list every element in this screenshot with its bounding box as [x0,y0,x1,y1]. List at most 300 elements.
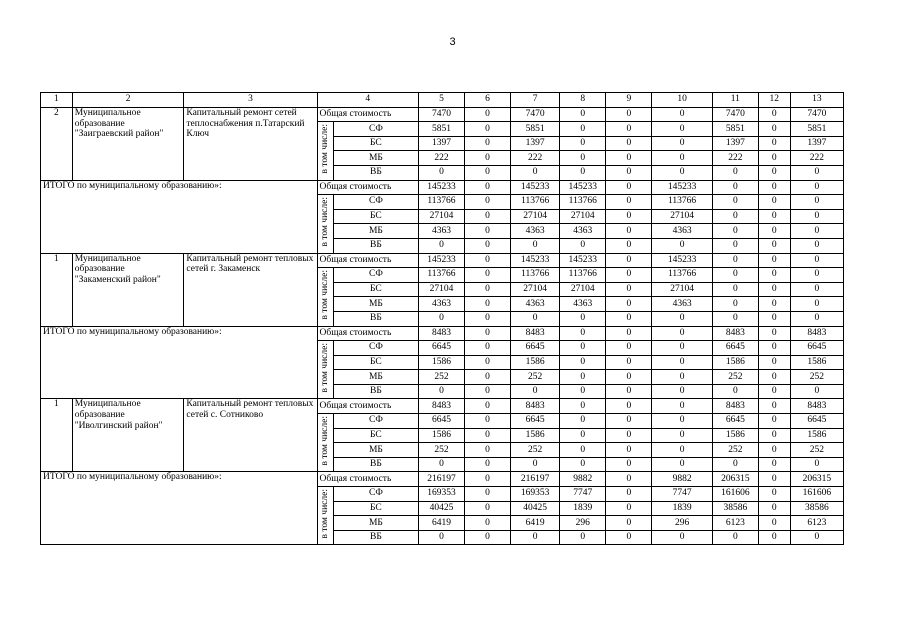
value-cell: 0 [652,384,712,399]
value-cell: 1586 [712,428,758,443]
value-cell: 0 [790,384,843,399]
value-cell: 8483 [511,399,560,414]
value-cell: 6645 [511,341,560,356]
value-cell: 0 [758,341,790,356]
funding-source: МБ [333,224,418,239]
value-cell: 0 [652,341,712,356]
value-cell: 0 [790,311,843,326]
value-cell: 252 [511,443,560,458]
value-cell: 0 [606,414,652,429]
value-cell: 0 [758,516,790,531]
value-cell: 0 [712,180,758,195]
value-cell: 0 [606,326,652,341]
value-cell: 6123 [790,516,843,531]
value-cell: 0 [606,238,652,253]
value-cell: 0 [560,326,606,341]
value-cell: 0 [511,238,560,253]
value-cell: 0 [606,516,652,531]
municipality-name: Муниципальное образование "Иволгинский район" [72,399,184,472]
in-total-text: в том числе: [319,488,330,539]
value-cell: 4363 [511,297,560,312]
in-total-text: в том числе: [319,197,330,247]
value-cell: 4363 [652,297,712,312]
value-cell: 0 [560,355,606,370]
itogo-label: ИТОГО по муниципальному образованию»: [41,472,318,545]
value-cell: 0 [758,238,790,253]
value-cell: 27104 [418,282,464,297]
funding-source: СФ [333,341,418,356]
value-cell: 0 [712,297,758,312]
in-total-label [317,122,333,180]
value-cell: 0 [758,297,790,312]
value-cell: 6645 [790,341,843,356]
value-cell: 161606 [790,487,843,502]
row-number: 2 [41,107,73,180]
funding-source: СФ [333,487,418,502]
total-cost-label: Общая стоимость [317,472,418,487]
value-cell: 0 [758,399,790,414]
municipality-name: Муниципальное образование "Закаменский район" [72,253,184,326]
value-cell: 252 [418,370,464,385]
value-cell: 0 [606,107,652,122]
value-cell: 0 [606,384,652,399]
value-cell: 0 [712,238,758,253]
value-cell: 9882 [560,472,606,487]
value-cell: 0 [511,165,560,180]
table-row [41,107,844,122]
table-body [41,93,844,545]
value-cell: 0 [606,268,652,283]
in-total-text: в том числе: [319,124,330,174]
value-cell: 0 [418,311,464,326]
value-cell: 0 [652,165,712,180]
value-cell: 0 [712,165,758,180]
value-cell: 1586 [790,428,843,443]
value-cell: 0 [560,457,606,472]
budget-table [40,92,844,545]
value-cell: 0 [560,443,606,458]
value-cell: 0 [712,311,758,326]
in-total-text: в том числе: [319,343,330,393]
value-cell: 0 [464,209,510,224]
value-cell: 0 [606,209,652,224]
value-cell: 252 [712,370,758,385]
value-cell: 1586 [712,355,758,370]
value-cell: 8483 [418,399,464,414]
value-cell: 0 [758,530,790,545]
value-cell: 4363 [511,224,560,239]
value-cell: 0 [464,326,510,341]
value-cell: 0 [464,414,510,429]
value-cell: 0 [758,487,790,502]
value-cell: 0 [464,311,510,326]
value-cell: 0 [464,457,510,472]
value-cell: 169353 [418,487,464,502]
value-cell: 8483 [511,326,560,341]
value-cell: 7470 [511,107,560,122]
value-cell: 0 [758,209,790,224]
total-row [41,326,844,341]
value-cell: 6645 [511,414,560,429]
table-row [41,253,844,268]
value-cell: 8483 [418,326,464,341]
value-cell: 222 [712,151,758,166]
value-cell: 27104 [418,209,464,224]
value-cell: 0 [560,341,606,356]
funding-source: СФ [333,195,418,210]
header-cell: 9 [606,93,652,108]
value-cell: 0 [606,136,652,151]
itogo-label: ИТОГО по муниципальному образованию»: [41,326,318,399]
value-cell: 0 [758,370,790,385]
value-cell: 113766 [652,268,712,283]
value-cell: 0 [790,238,843,253]
value-cell: 0 [511,530,560,545]
value-cell: 113766 [560,268,606,283]
funding-source: БС [333,501,418,516]
total-cost-label: Общая стоимость [317,399,418,414]
value-cell: 0 [652,443,712,458]
value-cell: 8483 [712,399,758,414]
value-cell: 6645 [712,341,758,356]
value-cell: 6645 [712,414,758,429]
value-cell: 145233 [560,253,606,268]
page-number: 3 [449,36,456,48]
value-cell: 0 [758,253,790,268]
value-cell: 0 [560,165,606,180]
funding-source: БС [333,136,418,151]
value-cell: 0 [758,457,790,472]
value-cell: 6419 [418,516,464,531]
row-number: 1 [41,399,73,472]
project-name: Капитальный ремонт сетей теплоснабжения п.Татарский Ключ [184,107,317,180]
value-cell: 7747 [652,487,712,502]
value-cell: 0 [758,165,790,180]
value-cell: 38586 [712,501,758,516]
value-cell: 0 [560,238,606,253]
value-cell: 0 [712,282,758,297]
value-cell: 27104 [652,282,712,297]
header-cell: 10 [652,93,712,108]
value-cell: 0 [652,122,712,137]
value-cell: 1397 [511,136,560,151]
value-cell: 27104 [511,282,560,297]
value-cell: 0 [606,165,652,180]
value-cell: 0 [652,151,712,166]
value-cell: 0 [606,151,652,166]
total-row [41,472,844,487]
value-cell: 145233 [511,180,560,195]
value-cell: 296 [652,516,712,531]
funding-source: БС [333,355,418,370]
value-cell: 206315 [712,472,758,487]
value-cell: 0 [790,530,843,545]
value-cell: 0 [606,195,652,210]
value-cell: 0 [464,370,510,385]
value-cell: 0 [464,122,510,137]
value-cell: 216197 [418,472,464,487]
value-cell: 0 [758,282,790,297]
value-cell: 27104 [652,209,712,224]
value-cell: 0 [418,165,464,180]
value-cell: 4363 [560,224,606,239]
value-cell: 0 [758,428,790,443]
value-cell: 0 [418,530,464,545]
header-cell: 7 [511,93,560,108]
funding-source: МБ [333,516,418,531]
table-row [41,399,844,414]
value-cell: 0 [758,180,790,195]
funding-source: МБ [333,370,418,385]
value-cell: 0 [606,253,652,268]
value-cell: 0 [606,443,652,458]
value-cell: 27104 [560,209,606,224]
funding-source: МБ [333,297,418,312]
value-cell: 0 [418,238,464,253]
value-cell: 5851 [790,122,843,137]
value-cell: 7470 [790,107,843,122]
value-cell: 0 [790,165,843,180]
funding-source: СФ [333,414,418,429]
value-cell: 0 [560,311,606,326]
total-cost-label: Общая стоимость [317,180,418,195]
value-cell: 1397 [418,136,464,151]
value-cell: 0 [464,136,510,151]
value-cell: 0 [790,297,843,312]
value-cell: 145233 [652,180,712,195]
funding-source: БС [333,209,418,224]
value-cell: 4363 [560,297,606,312]
value-cell: 6645 [418,341,464,356]
value-cell: 0 [464,165,510,180]
value-cell: 0 [511,311,560,326]
value-cell: 0 [652,399,712,414]
value-cell: 0 [464,238,510,253]
in-total-text: в том числе: [319,270,330,320]
project-name: Капитальный ремонт тепловых сетей г. Закаменск [184,253,317,326]
header-cell: 5 [418,93,464,108]
value-cell: 7747 [560,487,606,502]
itogo-label: ИТОГО по муниципальному образованию»: [41,180,318,253]
in-total-text: в том числе: [319,416,330,466]
value-cell: 5851 [712,122,758,137]
value-cell: 0 [758,384,790,399]
header-cell: 11 [712,93,758,108]
value-cell: 0 [560,530,606,545]
value-cell: 4363 [418,224,464,239]
project-name: Капитальный ремонт тепловых сетей с. Сотниково [184,399,317,472]
value-cell: 0 [652,238,712,253]
value-cell: 252 [790,443,843,458]
value-cell: 145233 [560,180,606,195]
value-cell: 0 [418,384,464,399]
header-cell: 13 [790,93,843,108]
value-cell: 252 [418,443,464,458]
funding-source: СФ [333,122,418,137]
value-cell: 0 [790,209,843,224]
value-cell: 113766 [652,195,712,210]
in-total-label [317,195,333,253]
value-cell: 1839 [560,501,606,516]
value-cell: 0 [606,297,652,312]
value-cell: 145233 [418,180,464,195]
value-cell: 252 [511,370,560,385]
value-cell: 0 [758,195,790,210]
value-cell: 0 [464,180,510,195]
value-cell: 0 [758,443,790,458]
funding-source: ВБ [333,238,418,253]
value-cell: 0 [464,224,510,239]
value-cell: 6123 [712,516,758,531]
value-cell: 0 [712,209,758,224]
total-cost-label: Общая стоимость [317,107,418,122]
value-cell: 8483 [790,326,843,341]
value-cell: 0 [652,457,712,472]
value-cell: 5851 [418,122,464,137]
value-cell: 0 [758,136,790,151]
value-cell: 0 [652,107,712,122]
value-cell: 0 [464,384,510,399]
value-cell: 0 [560,370,606,385]
funding-source: МБ [333,443,418,458]
value-cell: 0 [560,107,606,122]
value-cell: 7470 [418,107,464,122]
value-cell: 0 [606,487,652,502]
value-cell: 0 [464,107,510,122]
value-cell: 0 [758,311,790,326]
value-cell: 113766 [560,195,606,210]
value-cell: 0 [652,428,712,443]
value-cell: 0 [464,253,510,268]
value-cell: 27104 [560,282,606,297]
value-cell: 1586 [511,355,560,370]
value-cell: 0 [606,428,652,443]
value-cell: 0 [790,180,843,195]
value-cell: 0 [606,355,652,370]
value-cell: 0 [712,530,758,545]
value-cell: 8483 [790,399,843,414]
value-cell: 222 [790,151,843,166]
value-cell: 0 [712,224,758,239]
value-cell: 216197 [511,472,560,487]
value-cell: 0 [606,180,652,195]
value-cell: 296 [560,516,606,531]
value-cell: 8483 [712,326,758,341]
value-cell: 161606 [712,487,758,502]
value-cell: 145233 [418,253,464,268]
value-cell: 0 [758,107,790,122]
value-cell: 0 [560,414,606,429]
value-cell: 0 [790,282,843,297]
funding-source: БС [333,428,418,443]
value-cell: 0 [464,428,510,443]
value-cell: 0 [606,122,652,137]
value-cell: 0 [560,428,606,443]
value-cell: 222 [511,151,560,166]
value-cell: 0 [511,384,560,399]
value-cell: 0 [464,195,510,210]
value-cell: 113766 [418,268,464,283]
header-cell: 6 [464,93,510,108]
funding-source: СФ [333,268,418,283]
value-cell: 27104 [511,209,560,224]
value-cell: 0 [712,195,758,210]
value-cell: 0 [790,224,843,239]
funding-source: ВБ [333,530,418,545]
value-cell: 40425 [511,501,560,516]
value-cell: 0 [652,136,712,151]
value-cell: 1397 [712,136,758,151]
value-cell: 113766 [418,195,464,210]
value-cell: 0 [606,457,652,472]
value-cell: 0 [418,457,464,472]
value-cell: 0 [790,253,843,268]
in-total-label [317,341,333,399]
value-cell: 0 [758,472,790,487]
value-cell: 0 [712,268,758,283]
funding-source: ВБ [333,311,418,326]
value-cell: 0 [606,282,652,297]
value-cell: 0 [560,399,606,414]
value-cell: 0 [790,457,843,472]
value-cell: 0 [464,341,510,356]
value-cell: 206315 [790,472,843,487]
value-cell: 0 [712,384,758,399]
value-cell: 0 [790,268,843,283]
value-cell: 1586 [418,355,464,370]
funding-source: ВБ [333,165,418,180]
value-cell: 38586 [790,501,843,516]
value-cell: 0 [606,530,652,545]
value-cell: 1839 [652,501,712,516]
value-cell: 0 [464,297,510,312]
value-cell: 0 [652,326,712,341]
value-cell: 0 [464,268,510,283]
value-cell: 113766 [511,195,560,210]
value-cell: 9882 [652,472,712,487]
value-cell: 4363 [652,224,712,239]
funding-source: ВБ [333,457,418,472]
value-cell: 0 [511,457,560,472]
value-cell: 0 [464,355,510,370]
municipality-name: Муниципальное образование "Заиграевский район" [72,107,184,180]
value-cell: 0 [560,151,606,166]
total-cost-label: Общая стоимость [317,253,418,268]
value-cell: 0 [464,151,510,166]
value-cell: 0 [606,341,652,356]
funding-source: ВБ [333,384,418,399]
value-cell: 0 [652,355,712,370]
header-cell: 8 [560,93,606,108]
value-cell: 5851 [511,122,560,137]
value-cell: 0 [464,472,510,487]
value-cell: 252 [790,370,843,385]
value-cell: 169353 [511,487,560,502]
value-cell: 7470 [712,107,758,122]
value-cell: 0 [652,530,712,545]
value-cell: 1586 [511,428,560,443]
value-cell: 0 [758,501,790,516]
value-cell: 6419 [511,516,560,531]
value-cell: 6645 [418,414,464,429]
value-cell: 0 [758,151,790,166]
value-cell: 252 [712,443,758,458]
value-cell: 0 [758,326,790,341]
value-cell: 222 [418,151,464,166]
value-cell: 0 [606,399,652,414]
total-row [41,180,844,195]
value-cell: 0 [758,268,790,283]
